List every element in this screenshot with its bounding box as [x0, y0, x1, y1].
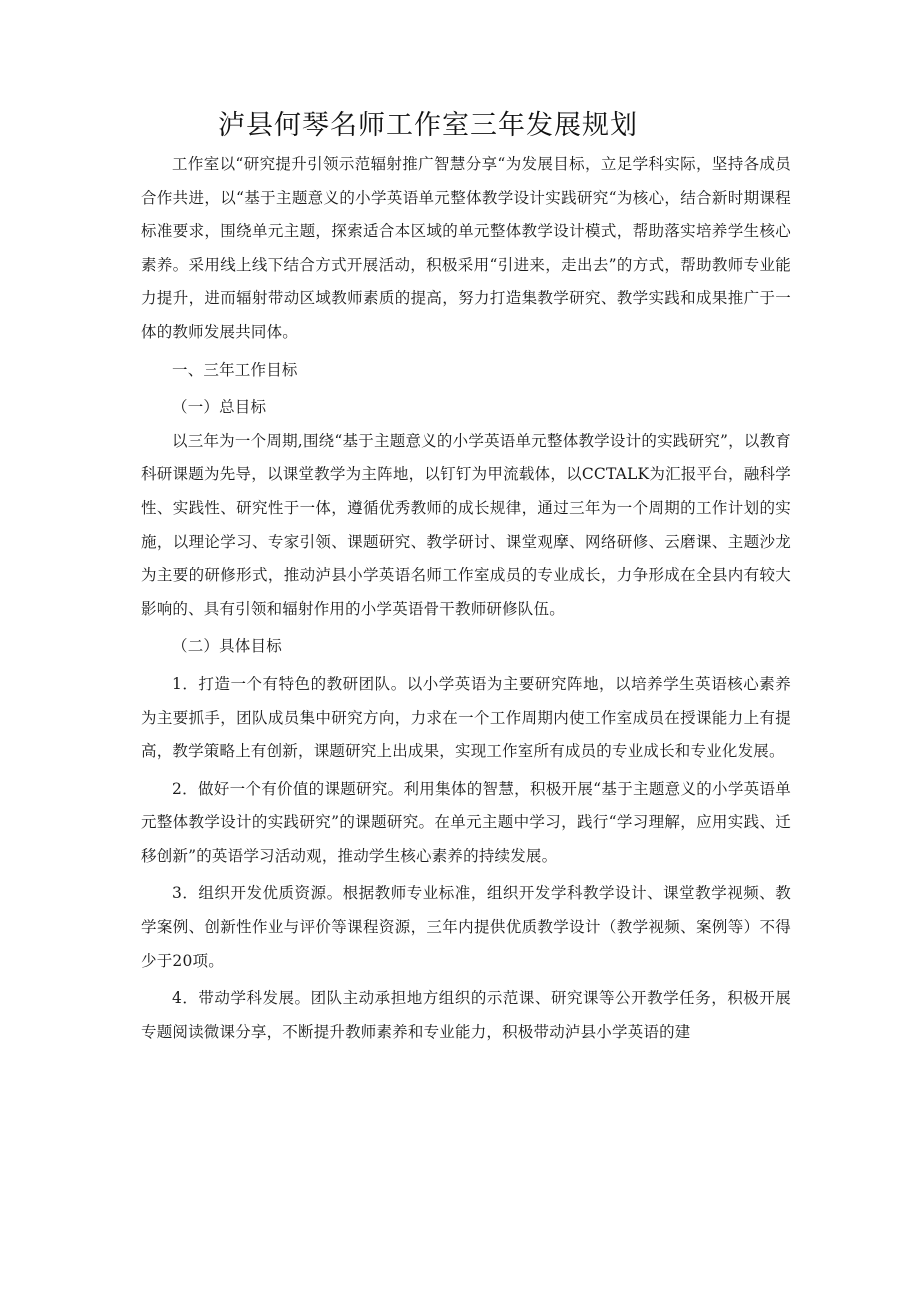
- specific-goal-4: 4．带动学科发展。团队主动承担地方组织的示范课、研究课等公开教学任务，积极开展专题阅读微课分享，不断提升教师素养和专业能力，积极带动泸县小学英语的建: [141, 989, 791, 1041]
- subsection-heading-specific: （二）具体目标: [172, 637, 282, 656]
- specific-goal-3: 3．组织开发优质资源。根据教师专业标准，组织开发学科教学设计、课堂教学视频、教学案例、创新性作业与评价等课程资源，三年内提供优质教学设计（教学视频、案例等）不得少于20项。: [141, 884, 791, 970]
- specific-goal-2: 2．做好一个有价值的课题研究。利用集体的智慧，积极开展“基于主题意义的小学英语单元整体教学设计的实践研究”的课题研究。在单元主题中学习，践行“学习理解，应用实践、迁移创新”的英语学习活动观，推动学生核心素养的持续发展。: [141, 779, 791, 865]
- document-body: [141, 148, 791, 1049]
- overall-goal-paragraph: 以三年为一个周期,围绕“基于主题意义的小学英语单元整体教学设计的实践研究”，以教育科研课题为先导，以课堂教学为主阵地，以钉钉为甲流载体，以CCTALK为汇报平台，融科学性、实践性、研究性于一体，遵循优秀教师的成长规律，通过三年为一个周期的工作计划的实施，以理论学习、专家引领、课题研究、教学研讨、课堂观摩、网络研修、云磨课、主题沙龙为主要的研修形式，推动泸县小学英语名师工作室成员的专业成长，力争形成在全县内有较大影响的、具有引领和辐射作用的小学英语骨干教师研修队伍。: [141, 431, 791, 618]
- section-heading-goals: 一、三年工作目标: [172, 360, 298, 379]
- intro-paragraph: 工作室以“研究提升引领示范辐射推广智慧分享“为发展目标，立足学科实际，坚持各成员合作共进，以“基于主题意义的小学英语单元整体教学设计实践研究“为核心，结合新时期课程标准要求，围绕单元主题，探索适合本区域的单元整体教学设计模式，帮助落实培养学生核心素养。采用线上线下结合方式开展活动，积极采用“引进来，走出去”的方式，帮助教师专业能力提升，进而辐射带动区域教师素质的提高，努力打造集教学研究、教学实践和成果推广于一体的教师发展共同体。: [141, 155, 791, 341]
- specific-goal-1: 1．打造一个有特色的教研团队。以小学英语为主要研究阵地，以培养学生英语核心素养为主要抓手，团队成员集中研究方向，力求在一个工作周期内使工作室成员在授课能力上有提高，教学策略上有创新，课题研究上出成果，实现工作室所有成员的专业成长和专业化发展。: [141, 674, 791, 761]
- subsection-heading-overall: （一）总目标: [172, 398, 267, 417]
- document-title: 泸县何琴名师工作室三年发展规划: [218, 110, 638, 141]
